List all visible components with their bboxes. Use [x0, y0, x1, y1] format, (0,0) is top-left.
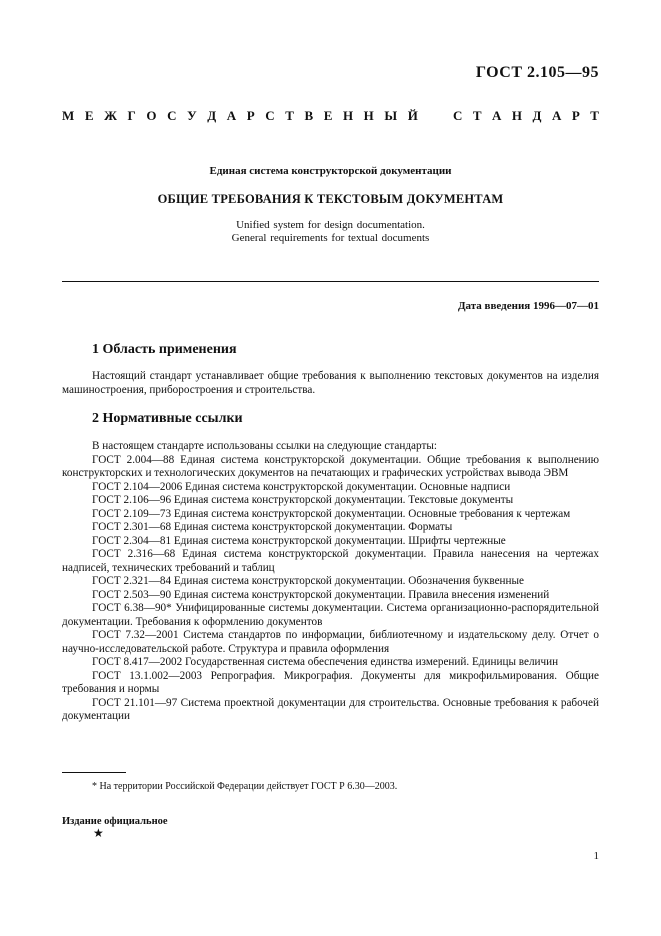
banner-letter: Й	[407, 108, 418, 123]
banner-letter: Т	[472, 108, 482, 123]
reference-item: ГОСТ 2.316—68 Единая система конструкторской документации. Правила нанесения на чертежах надписей, технических требований и таблиц	[62, 548, 599, 574]
star-icon: ★	[93, 826, 104, 840]
header-rule	[62, 281, 599, 282]
banner-word-interstate	[62, 108, 418, 124]
reference-item: ГОСТ 2.503—90 Единая система конструкторской документации. Правила внесения изменений	[92, 588, 550, 601]
section-1-heading: 1 Область применения	[92, 342, 237, 357]
banner-letter: М	[62, 108, 75, 123]
section-1-text	[62, 370, 599, 397]
reference-item: ГОСТ 2.004—88 Единая система конструкторской документации. Общие требования к выполнению конструкторских и технологических документов на печатающих и графических устройствах вывода ЭВМ	[62, 453, 599, 479]
page-number: 1	[593, 850, 599, 862]
standard-banner	[62, 108, 599, 124]
reference-item: ГОСТ 2.109—73 Единая система конструкторской документации. Основные требования к чертежам	[92, 507, 571, 520]
reference-item: ГОСТ 2.321—84 Единая система конструкторской документации. Обозначения буквенные	[92, 575, 525, 587]
reference-item: ГОСТ 2.106—96 Единая система конструкторской документации. Текстовые документы	[92, 494, 514, 506]
reference-item: В настоящем стандарте использованы ссылки на следующие стандарты:	[92, 440, 437, 452]
reference-item: ГОСТ 7.32—2001 Система стандартов по информации, библиотечному и издательскому делу. Отчет о научно-исследовательской работе. Структура и правила оформления	[62, 629, 599, 655]
banner-letter: Н	[363, 108, 374, 123]
banner-letter: А	[551, 108, 562, 123]
banner-letter: Е	[323, 108, 333, 123]
banner-letter: У	[187, 108, 197, 123]
english-title-line-2: General requirements for textual documents	[231, 232, 430, 244]
footnote: * На территории Российской Федерации действует ГОСТ Р 6.30—2003.	[92, 781, 398, 792]
document-title: ОБЩИЕ ТРЕБОВАНИЯ К ТЕКСТОВЫМ ДОКУМЕНТАМ	[157, 192, 504, 206]
banner-letter: Е	[84, 108, 94, 123]
english-title-line-1: Unified system for design documentation.	[236, 219, 425, 231]
references-list	[62, 440, 599, 724]
section-1-text-body: Настоящий стандарт устанавливает общие требования к выполнению текстовых документов на изделия машиностроения, приборостроения и строительства.	[62, 370, 599, 396]
banner-letter: В	[304, 108, 314, 123]
banner-letter: Р	[571, 108, 580, 123]
banner-letter: Т	[590, 108, 599, 123]
banner-letter: Ы	[384, 108, 398, 123]
footnote-rule	[62, 772, 126, 773]
reference-item: ГОСТ 6.38—90* Унифицированные системы документации. Система организационно-распорядительной документации. Требования к оформлению документов	[62, 602, 599, 628]
banner-letter: Т	[285, 108, 294, 123]
reference-item: ГОСТ 2.301—68 Единая система конструкторской документации. Форматы	[92, 521, 453, 533]
reference-item: ГОСТ 13.1.002—2003 Репрография. Микрография. Документы для микрофильмирования. Общие требования и нормы	[62, 669, 599, 695]
banner-letter: Д	[532, 108, 542, 123]
banner-letter: С	[167, 108, 177, 123]
reference-item: ГОСТ 8.417—2002 Государственная система обеспечения единства измерений. Единицы величин	[92, 656, 559, 668]
banner-word-standard	[453, 108, 599, 124]
english-title	[0, 219, 661, 245]
doc-code: ГОСТ 2.105—95	[475, 64, 599, 81]
banner-letter: Ж	[104, 108, 117, 123]
reference-item: ГОСТ 21.101—97 Система проектной документации для строительства. Основные требования к рабочей документации	[62, 696, 599, 722]
banner-letter: Н	[511, 108, 523, 123]
banner-letter: Г	[127, 108, 136, 123]
banner-letter: О	[146, 108, 157, 123]
banner-letter: А	[226, 108, 237, 123]
intro-date: Дата введения 1996—07—01	[457, 300, 599, 312]
banner-letter: Н	[342, 108, 354, 123]
banner-letter: С	[265, 108, 275, 123]
edition-label: Издание официальное	[62, 816, 168, 827]
section-2-heading: 2 Нормативные ссылки	[92, 411, 243, 426]
banner-letter: А	[492, 108, 502, 123]
reference-item: ГОСТ 2.304—81 Единая система конструкторской документации. Шрифты чертежные	[92, 534, 506, 547]
banner-letter: Р	[246, 108, 255, 123]
banner-letter: С	[453, 108, 463, 123]
banner-letter: Д	[207, 108, 217, 123]
series-title: Единая система конструкторской документации	[209, 165, 452, 177]
reference-item: ГОСТ 2.104—2006 Единая система конструкторской документации. Основные надписи	[92, 480, 511, 493]
